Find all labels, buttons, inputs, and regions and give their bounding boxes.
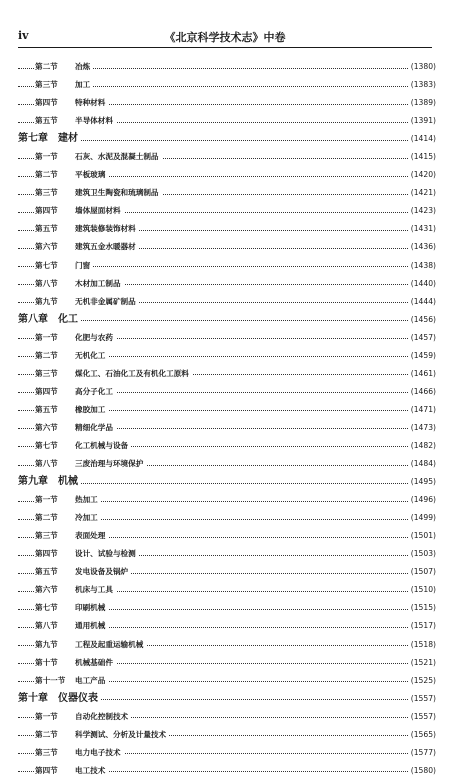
toc-page-number: (1557) — [408, 708, 436, 726]
section-number: 第二节 — [35, 729, 58, 739]
toc-page-number: (1473) — [408, 419, 436, 437]
toc-label — [35, 365, 192, 383]
toc-label — [35, 347, 108, 365]
section-number: 第七节 — [35, 603, 58, 613]
section-title: 发电设备及锅炉 — [75, 567, 129, 577]
toc-label — [35, 220, 139, 238]
section-number: 第四节 — [35, 386, 58, 396]
section-number: 第三节 — [35, 80, 58, 90]
toc-section-row — [18, 599, 436, 617]
toc-page-number: (1383) — [408, 76, 436, 94]
toc-page-number: (1440) — [408, 275, 436, 293]
toc-label — [35, 527, 108, 545]
toc-label — [35, 455, 146, 473]
toc-page-number: (1501) — [408, 527, 436, 545]
section-number: 第六节 — [35, 242, 58, 252]
toc-label — [35, 617, 108, 635]
section-title: 热加工 — [75, 495, 98, 505]
toc-label — [35, 545, 139, 563]
toc-page-number: (1420) — [408, 166, 436, 184]
toc-section-row — [18, 455, 436, 473]
toc-label — [35, 202, 124, 220]
toc-label — [35, 708, 131, 726]
toc-section-row — [18, 220, 436, 238]
section-title: 自动化控制技术 — [75, 711, 129, 721]
section-number: 第一节 — [35, 711, 58, 721]
toc-label — [35, 184, 162, 202]
toc-label — [35, 166, 108, 184]
chapter-title: 化工 — [58, 313, 78, 325]
chapter-number: 第八章 — [18, 313, 48, 325]
section-number: 第十节 — [35, 657, 58, 667]
section-title: 建筑装修装饰材料 — [75, 224, 136, 234]
toc-section-row — [18, 437, 436, 455]
toc-page-number: (1414) — [408, 130, 436, 148]
toc-page-number: (1444) — [408, 293, 436, 311]
section-number: 第十一节 — [35, 675, 66, 685]
toc-chapter-row — [18, 473, 436, 491]
toc-page-number: (1577) — [408, 744, 436, 762]
book-title: 《北京科学技术志》中卷 — [164, 31, 286, 44]
section-number: 第二节 — [35, 170, 58, 180]
section-title: 科学测试、分析及计量技术 — [75, 729, 167, 739]
toc-page-number: (1507) — [408, 563, 436, 581]
toc-page-number: (1459) — [408, 347, 436, 365]
section-title: 机械基础件 — [75, 657, 113, 667]
section-number: 第三节 — [35, 747, 58, 757]
page-number: iv — [18, 29, 29, 42]
toc-page-number: (1389) — [408, 94, 436, 112]
section-number: 第二节 — [35, 513, 58, 523]
section-title: 三废治理与环境保护 — [75, 459, 144, 469]
toc-chapter-row — [18, 690, 436, 708]
section-title: 精细化学品 — [75, 422, 113, 432]
toc-chapter-row — [18, 130, 436, 148]
section-title: 无机非金属矿制品 — [75, 296, 136, 306]
section-title: 电力电子技术 — [75, 747, 121, 757]
toc-page-number: (1423) — [408, 202, 436, 220]
section-title: 煤化工、石油化工及有机化工原料 — [75, 368, 189, 378]
section-title: 化肥与农药 — [75, 332, 113, 342]
section-title: 特种材料 — [75, 98, 106, 108]
toc-page-number: (1510) — [408, 581, 436, 599]
section-title: 机床与工具 — [75, 585, 113, 595]
toc-label — [18, 130, 81, 148]
toc-label — [18, 311, 81, 329]
toc-label — [35, 275, 124, 293]
toc-page-number: (1484) — [408, 455, 436, 473]
section-number: 第八节 — [35, 459, 58, 469]
section-number: 第八节 — [35, 621, 58, 631]
section-title: 工程及起重运输机械 — [75, 639, 144, 649]
section-title: 半导体材料 — [75, 116, 113, 126]
toc-label — [35, 636, 146, 654]
section-number: 第二节 — [35, 350, 58, 360]
toc-label — [35, 238, 139, 256]
section-title: 建筑卫生陶瓷和琉璃制品 — [75, 188, 159, 198]
section-number: 第三节 — [35, 188, 58, 198]
section-title: 表面处理 — [75, 531, 106, 541]
toc-section-row — [18, 112, 436, 130]
toc-page-number: (1466) — [408, 383, 436, 401]
toc-page-number: (1482) — [408, 437, 436, 455]
section-number: 第四节 — [35, 765, 58, 775]
toc-section-row — [18, 744, 436, 762]
toc-section-row — [18, 726, 436, 744]
section-number: 第九节 — [35, 296, 58, 306]
toc-page-number: (1503) — [408, 545, 436, 563]
section-number: 第九节 — [35, 639, 58, 649]
section-title: 加工 — [75, 80, 91, 90]
toc-page-number: (1565) — [408, 726, 436, 744]
section-number: 第六节 — [35, 585, 58, 595]
section-number: 第三节 — [35, 368, 58, 378]
toc-section-row — [18, 563, 436, 581]
toc-page-number: (1495) — [408, 473, 436, 491]
toc-section-row — [18, 636, 436, 654]
toc-section-row — [18, 581, 436, 599]
toc-page-number: (1515) — [408, 599, 436, 617]
toc-page-number: (1461) — [408, 365, 436, 383]
section-number: 第二节 — [35, 62, 58, 71]
section-title: 木材加工制品 — [75, 278, 121, 288]
chapter-title: 机械 — [58, 476, 78, 488]
toc-label — [35, 383, 116, 401]
section-number: 第四节 — [35, 206, 58, 216]
section-title: 石灰、水泥及混凝土制品 — [75, 152, 159, 162]
toc-label — [35, 744, 124, 762]
toc-section-row — [18, 148, 436, 166]
section-number: 第一节 — [35, 495, 58, 505]
toc-section-row — [18, 76, 436, 94]
toc-label — [35, 58, 93, 76]
section-title: 化工机械与设备 — [75, 440, 129, 450]
toc-section-row — [18, 617, 436, 635]
toc-page-number: (1518) — [408, 636, 436, 654]
toc-section-row — [18, 545, 436, 563]
toc-section-row — [18, 58, 436, 76]
toc-label — [18, 473, 81, 491]
toc-page-number: (1525) — [408, 672, 436, 690]
section-number: 第一节 — [35, 152, 58, 162]
toc-label — [35, 94, 108, 112]
chapter-number: 第九章 — [18, 476, 48, 488]
toc-label — [35, 437, 131, 455]
page-header — [18, 29, 432, 45]
toc-section-row — [18, 509, 436, 527]
toc-label — [35, 726, 169, 744]
section-title: 高分子化工 — [75, 386, 113, 396]
toc-section-row — [18, 762, 436, 780]
toc-section-row — [18, 419, 436, 437]
toc-chapter-row — [18, 311, 436, 329]
header-rule — [18, 47, 432, 48]
section-number: 第四节 — [35, 98, 58, 108]
toc-label — [35, 509, 101, 527]
section-number: 第五节 — [35, 224, 58, 234]
toc-section-row — [18, 202, 436, 220]
section-title: 印刷机械 — [75, 603, 106, 613]
section-number: 第五节 — [35, 404, 58, 414]
toc-page-number: (1557) — [408, 690, 436, 708]
toc-section-row — [18, 293, 436, 311]
toc-section-row — [18, 708, 436, 726]
toc-section-row — [18, 94, 436, 112]
toc-label — [35, 762, 108, 780]
toc-label — [35, 257, 93, 275]
section-number: 第七节 — [35, 440, 58, 450]
toc-page-number: (1499) — [408, 509, 436, 527]
section-number: 第三节 — [35, 531, 58, 541]
toc-page-number: (1436) — [408, 238, 436, 256]
toc-section-row — [18, 401, 436, 419]
section-number: 第四节 — [35, 549, 58, 559]
toc-section-row — [18, 527, 436, 545]
section-title: 无机化工 — [75, 350, 106, 360]
toc-page-number: (1431) — [408, 220, 436, 238]
toc-page-number: (1421) — [408, 184, 436, 202]
section-title: 平板玻璃 — [75, 170, 106, 180]
section-title: 电工技术 — [75, 765, 106, 775]
toc-label — [35, 76, 93, 94]
toc-label — [35, 491, 101, 509]
section-title: 橡胶加工 — [75, 404, 106, 414]
section-title: 冷加工 — [75, 513, 98, 523]
toc-label — [35, 599, 108, 617]
section-number: 第七节 — [35, 260, 58, 270]
chapter-title: 仪器仪表 — [58, 692, 98, 704]
toc-section-row — [18, 365, 436, 383]
toc-page-number: (1415) — [408, 148, 436, 166]
toc-section-row — [18, 184, 436, 202]
toc-label — [35, 112, 116, 130]
toc-section-row — [18, 329, 436, 347]
section-number: 第五节 — [35, 567, 58, 577]
toc-section-row — [18, 347, 436, 365]
toc-label — [35, 654, 116, 672]
section-title: 墙体屋面材料 — [75, 206, 121, 216]
toc-label — [35, 329, 116, 347]
toc-section-row — [18, 275, 436, 293]
toc-page-number: (1517) — [408, 617, 436, 635]
toc-page-number: (1580) — [408, 762, 436, 780]
toc-page-number: (1380) — [408, 58, 436, 76]
chapter-title: 建材 — [58, 133, 78, 145]
chapter-number: 第十章 — [18, 692, 48, 704]
toc-label — [35, 419, 116, 437]
chapter-number: 第七章 — [18, 133, 48, 145]
toc-page-number: (1521) — [408, 654, 436, 672]
table-of-contents — [18, 58, 436, 780]
toc-page-number: (1457) — [408, 329, 436, 347]
toc-label — [35, 293, 139, 311]
toc-section-row — [18, 491, 436, 509]
section-title: 设计、试验与检测 — [75, 549, 136, 559]
section-number: 第八节 — [35, 278, 58, 288]
toc-section-row — [18, 238, 436, 256]
toc-label — [35, 148, 162, 166]
toc-label — [35, 581, 116, 599]
toc-section-row — [18, 166, 436, 184]
toc-section-row — [18, 257, 436, 275]
section-title: 门窗 — [75, 260, 91, 270]
toc-page-number: (1496) — [408, 491, 436, 509]
section-title: 通用机械 — [75, 621, 106, 631]
toc-section-row — [18, 654, 436, 672]
toc-page-number: (1391) — [408, 112, 436, 130]
section-title: 电工产品 — [75, 675, 106, 685]
toc-label — [35, 563, 131, 581]
toc-page-number: (1471) — [408, 401, 436, 419]
toc-section-row — [18, 672, 436, 690]
toc-page-number: (1456) — [408, 311, 436, 329]
toc-section-row — [18, 383, 436, 401]
toc-label — [35, 672, 108, 690]
section-title: 冶炼 — [75, 62, 91, 71]
section-title: 建筑五金水暖器材 — [75, 242, 136, 252]
toc-page-number: (1438) — [408, 257, 436, 275]
section-number: 第一节 — [35, 332, 58, 342]
toc-label — [18, 690, 101, 708]
section-number: 第六节 — [35, 422, 58, 432]
toc-label — [35, 401, 108, 419]
section-number: 第五节 — [35, 116, 58, 126]
